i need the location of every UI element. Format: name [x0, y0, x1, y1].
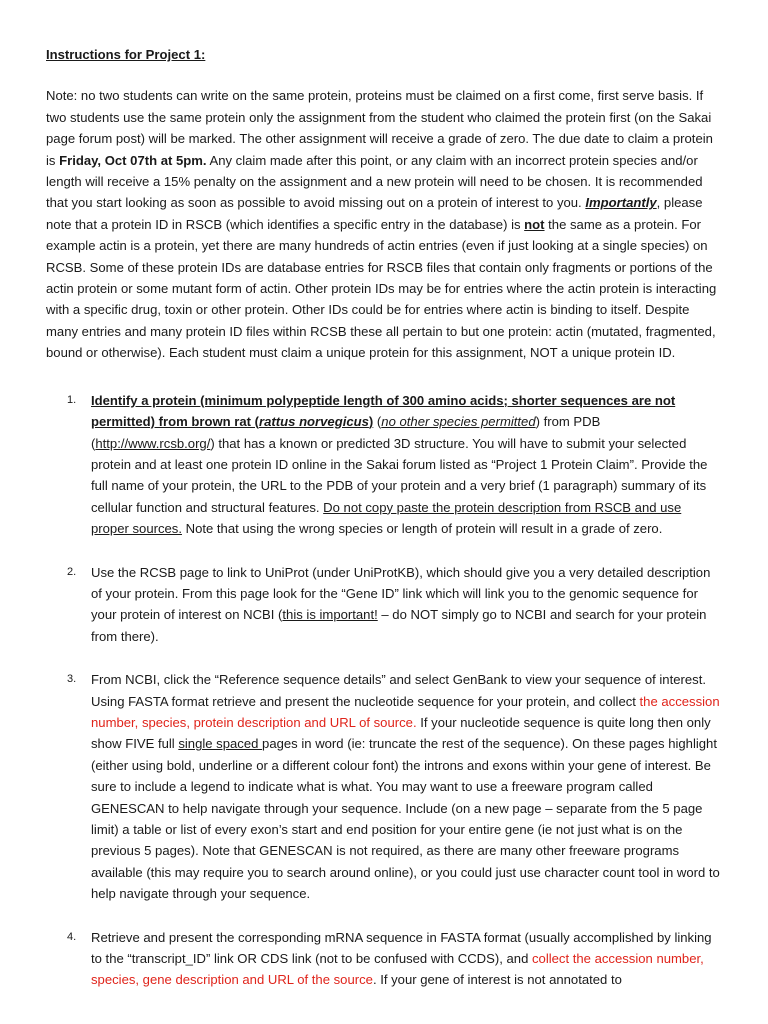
list-item: [46, 669, 722, 904]
list-item: [46, 562, 722, 648]
deadline-text: Friday, Oct 07th at 5pm.: [59, 152, 207, 168]
item-underline-text: single spaced: [178, 736, 263, 752]
item-underline-text: Do not copy paste the protein description from RSCB and use proper sources.: [91, 499, 682, 537]
item-text: If your nucleotide sequence is quite long then only show FIVE full: [91, 714, 711, 752]
item-number: 1.: [67, 393, 77, 406]
item-text: Use the RCSB page to link to UniProt (under UniProtKB), which should give you a very detailed description of your protein. From this page look for the “Gene ID” link which will link you to the genomic sequence for your protein of interest on NCBI (: [91, 564, 711, 623]
importantly-text: Importantly: [585, 195, 657, 211]
not-text: not: [524, 216, 545, 232]
item-bold-text: ): [368, 414, 374, 430]
item-number: 2.: [67, 565, 77, 578]
item-text: – do NOT simply go to NCBI and search for your protein from there).: [91, 607, 707, 644]
intro-text: Note: no two students can write on the same protein, proteins must be claimed on a first come, first serve basis. If two students use the same protein only the assignment from the student who claimed the protein first (on the Sakai page forum post) will be marked. The other assignment will receive a grade of zero. The due date to claim a protein is: [46, 88, 713, 168]
list-item: [46, 390, 722, 540]
item-text: Retrieve and present the corresponding mRNA sequence in FASTA format (usually accomplished by linking to the “transcript_ID” link OR CDS link (not to be confused with CCDS), and: [91, 929, 712, 967]
species-name: rattus norvegicus: [259, 414, 369, 430]
item-number: 3.: [67, 673, 77, 686]
item-text: pages in word (ie: truncate the rest of the sequence). On these pages highlight (either using bold, underline or a different colour font) the introns and exons within your gene of interest. Be sure to include a legend to indicate what is what. You may want to use a freeware program called GENESCAN to help navigate through your sequence. Include (on a new page – separate from the 5 page limit) a table or list of every exon’s start and end position for your entire gene (ie not just what is on the previous 5 pages). Note that GENESCAN is not required, as there are many other freeware programs available (this may require you to search around online), or you could just use character count tool in word to help navigate through your sequence.: [91, 736, 720, 902]
item-italic-text: no other species permitted: [381, 414, 536, 430]
item-red-text: collect the accession number, species, gene description and URL of the source: [91, 951, 704, 988]
item-text: From NCBI, click the “Reference sequence details” and select GenBank to view your sequence of interest. Using FASTA format retrieve and present the nucleotide sequence for your protein, and collect: [91, 672, 706, 709]
item-text: . If your gene of interest is not annotated to: [372, 972, 622, 988]
item-body: [91, 562, 722, 648]
item-red-text: the accession number, species, protein description and URL of source.: [91, 693, 720, 730]
item-body: [91, 927, 722, 991]
item-body: [91, 390, 722, 540]
intro-paragraph: [46, 85, 722, 363]
item-text: Note that using the wrong species or length of protein will result in a grade of zero.: [181, 521, 663, 537]
item-number: 4.: [67, 930, 77, 943]
list-item: [46, 927, 722, 991]
intro-text: the same as a protein. For example actin is a protein, yet there are many hundreds of actin entries (even if just looking at a single species) on RCSB. Some of these protein IDs are database entries for RSCB files that contain only fragments or portions of the actin protein or some mutant form of actin. Other protein IDs may be for entries where the actin protein is interacting with a specific drug, toxin or other protein. Other IDs could be for entries where actin is binding to itself. Despite many entries and many protein ID files within RCSB these all pertain to but one protein: actin (mutated, fragmented, bound or otherwise). Each student must claim a unique protein for this assignment, NOT a unique protein ID.: [46, 216, 717, 361]
item-underline-text: this is important!: [282, 607, 378, 623]
rcsb-link[interactable]: http://www.rcsb.org/: [95, 435, 211, 451]
page-title: Instructions for Project 1:: [46, 47, 206, 62]
item-text: ) from PDB (: [91, 414, 601, 451]
intro-text: , please note that a protein ID in RSCB (which identifies a specific entry in the database) is: [46, 195, 703, 232]
instruction-list: [46, 390, 722, 991]
item-text: (: [373, 414, 382, 430]
item-body: [91, 669, 722, 904]
item-bold-text: Identify a protein (minimum polypeptide length of 300 amino acids; shorter sequences are not permitted) from brown rat (: [91, 392, 676, 430]
intro-text: Any claim made after this point, or any claim with an incorrect protein species and/or length will receive a 15% penalty on the assignment and a new protein will need to be chosen. It is recommended that you start looking as soon as possible to avoid missing out on a protein of interest to you.: [46, 152, 703, 211]
item-text: ) that has a known or predicted 3D structure. You will have to submit your selected protein and at least one protein ID online in the Sakai forum listed as “Project 1 Protein Claim”. Provide the full name of your protein, the URL to the PDB of your protein and a very brief (1 paragraph) summary of its cellular function and structural features.: [91, 435, 708, 515]
